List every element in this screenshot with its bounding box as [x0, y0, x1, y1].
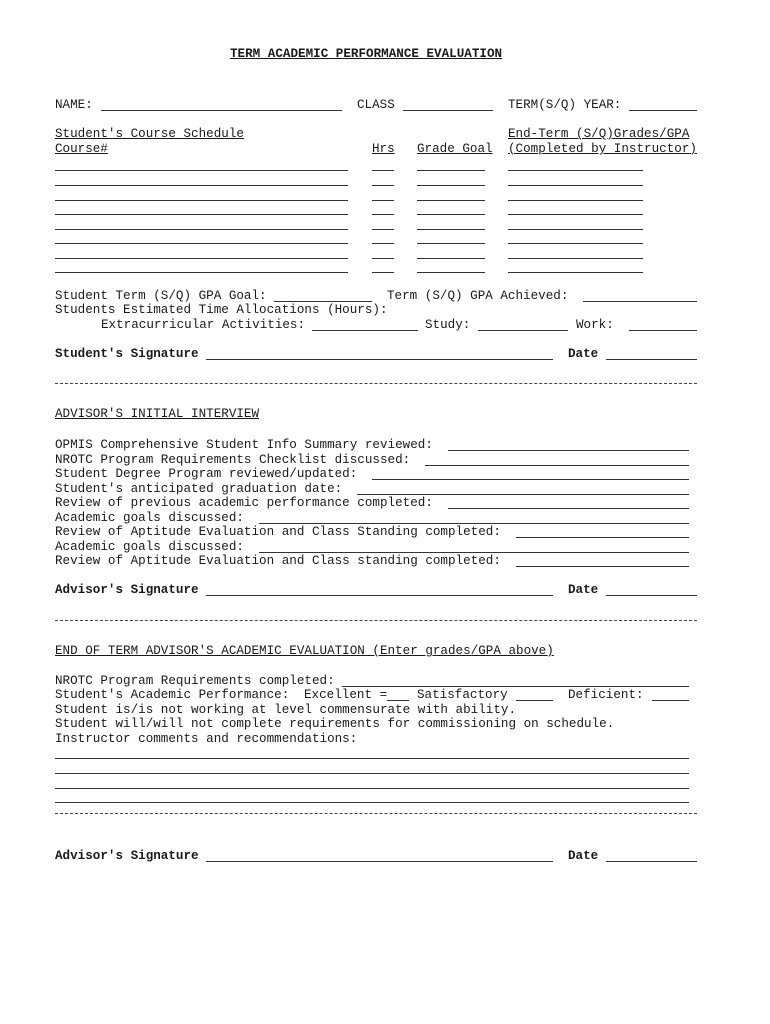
deficient-field[interactable]: [652, 700, 689, 701]
section-divider: [55, 813, 697, 814]
comments-line[interactable]: [55, 773, 689, 774]
hrs-field[interactable]: [372, 272, 394, 273]
checklist-item-field[interactable]: [448, 450, 689, 451]
hrs-field[interactable]: [372, 185, 394, 186]
end-of-term-heading: END OF TERM ADVISOR'S ACADEMIC EVALUATION (Enter grades/GPA above): [55, 644, 554, 658]
grade-goal-field[interactable]: [417, 258, 485, 259]
endterm-grade-field[interactable]: [508, 243, 643, 244]
course-field[interactable]: [55, 272, 348, 273]
extracurricular-label: Extracurricular Activities:: [101, 318, 306, 332]
student-date-label: Date: [568, 347, 599, 361]
comments-line[interactable]: [55, 788, 689, 789]
grade-goal-field[interactable]: [417, 243, 485, 244]
gpa-goal-label: Student Term (S/Q) GPA Goal:: [55, 289, 267, 303]
name-label: NAME:: [55, 98, 93, 112]
course-field[interactable]: [55, 258, 348, 259]
checklist-item-label: Review of previous academic performance completed:: [55, 496, 433, 510]
student-date-field[interactable]: [606, 359, 697, 360]
advisor-date-label: Date: [568, 849, 599, 863]
grade-goal-field[interactable]: [417, 185, 485, 186]
course-field[interactable]: [55, 170, 348, 171]
checklist-item-field[interactable]: [259, 523, 689, 524]
hrs-field[interactable]: [372, 229, 394, 230]
student-signature-label: Student's Signature: [55, 347, 199, 361]
hrs-field[interactable]: [372, 214, 394, 215]
time-allocations-label: Students Estimated Time Allocations (Hours):: [55, 303, 388, 317]
endterm-grade-field[interactable]: [508, 170, 643, 171]
course-field[interactable]: [55, 214, 348, 215]
course-field[interactable]: [55, 243, 348, 244]
checklist-item-label: Review of Aptitude Evaluation and Class Standing completed:: [55, 525, 501, 539]
hrs-field[interactable]: [372, 243, 394, 244]
endterm-grade-field[interactable]: [508, 258, 643, 259]
checklist-item-field[interactable]: [357, 494, 689, 495]
checklist-item-label: Review of Aptitude Evaluation and Class standing completed:: [55, 554, 501, 568]
checklist-item-field[interactable]: [425, 465, 689, 466]
term-year-field[interactable]: [629, 110, 697, 111]
class-field[interactable]: [403, 110, 493, 111]
complete-requirements-text: Student will/will not complete requirements for commissioning on schedule.: [55, 717, 615, 731]
grade-goal-field[interactable]: [417, 229, 485, 230]
gpa-achieved-field[interactable]: [583, 301, 697, 302]
advisor-signature-field[interactable]: [206, 595, 553, 596]
endterm-grade-field[interactable]: [508, 229, 643, 230]
checklist-item-field[interactable]: [259, 552, 689, 553]
endterm-heading-1: End-Term (S/Q)Grades/GPA: [508, 127, 690, 141]
endterm-heading-2: (Completed by Instructor): [508, 142, 697, 156]
gpa-achieved-label: Term (S/Q) GPA Achieved:: [387, 289, 569, 303]
gpa-goal-field[interactable]: [274, 301, 372, 302]
advisor-signature-label: Advisor's Signature: [55, 849, 199, 863]
endterm-grade-field[interactable]: [508, 272, 643, 273]
checklist-item-label: Academic goals discussed:: [55, 511, 244, 525]
advisor-initial-heading: ADVISOR'S INITIAL INTERVIEW: [55, 407, 260, 421]
course-field[interactable]: [55, 185, 348, 186]
grade-goal-field[interactable]: [417, 200, 485, 201]
comments-line[interactable]: [55, 802, 689, 803]
excellent-label: Excellent =: [304, 688, 388, 702]
hrs-field[interactable]: [372, 200, 394, 201]
checklist-item-field[interactable]: [516, 537, 689, 538]
checklist-item-label: OPMIS Comprehensive Student Info Summary reviewed:: [55, 438, 433, 452]
study-field[interactable]: [478, 330, 568, 331]
advisor-date-field[interactable]: [606, 861, 697, 862]
advisor-date-label: Date: [568, 583, 599, 597]
work-field[interactable]: [629, 330, 697, 331]
student-signature-field[interactable]: [206, 359, 553, 360]
class-label: CLASS: [357, 98, 395, 112]
checklist-item-field[interactable]: [372, 479, 689, 480]
endterm-grade-field[interactable]: [508, 185, 643, 186]
course-field[interactable]: [55, 200, 348, 201]
checklist-item-field[interactable]: [448, 508, 689, 509]
grade-goal-field[interactable]: [417, 214, 485, 215]
hrs-column-header: Hrs: [372, 142, 395, 156]
endterm-grade-field[interactable]: [508, 214, 643, 215]
section-divider: [55, 383, 697, 384]
nrotc-completed-field[interactable]: [342, 686, 689, 687]
grade-goal-column-header: Grade Goal: [417, 142, 493, 156]
name-field[interactable]: [101, 110, 342, 111]
checklist-item-field[interactable]: [516, 566, 689, 567]
hrs-field[interactable]: [372, 258, 394, 259]
advisor-signature-label: Advisor's Signature: [55, 583, 199, 597]
course-column-header: Course#: [55, 142, 108, 156]
study-label: Study:: [425, 318, 471, 332]
hrs-field[interactable]: [372, 170, 394, 171]
work-label: Work:: [576, 318, 614, 332]
grade-goal-field[interactable]: [417, 272, 485, 273]
comments-line[interactable]: [55, 758, 689, 759]
grade-goal-field[interactable]: [417, 170, 485, 171]
advisor-date-field[interactable]: [606, 595, 697, 596]
satisfactory-field[interactable]: [516, 700, 553, 701]
checklist-item-label: Academic goals discussed:: [55, 540, 244, 554]
working-level-text: Student is/is not working at level commensurate with ability.: [55, 703, 517, 717]
section-divider: [55, 620, 697, 621]
excellent-field[interactable]: [387, 700, 409, 701]
advisor-signature-field[interactable]: [206, 861, 553, 862]
academic-performance-label: Student's Academic Performance:: [55, 688, 290, 702]
course-schedule-heading: Student's Course Schedule: [55, 127, 244, 141]
extracurricular-field[interactable]: [312, 330, 418, 331]
checklist-item-label: Student Degree Program reviewed/updated:: [55, 467, 358, 481]
checklist-item-label: NROTC Program Requirements Checklist discussed:: [55, 453, 411, 467]
endterm-grade-field[interactable]: [508, 200, 643, 201]
course-field[interactable]: [55, 229, 348, 230]
checklist-item-label: Student's anticipated graduation date:: [55, 482, 343, 496]
nrotc-completed-label: NROTC Program Requirements completed:: [55, 674, 335, 688]
satisfactory-label: Satisfactory: [417, 688, 508, 702]
term-year-label: TERM(S/Q) YEAR:: [508, 98, 622, 112]
instructor-comments-label: Instructor comments and recommendations:: [55, 732, 358, 746]
page-title: TERM ACADEMIC PERFORMANCE EVALUATION: [230, 47, 503, 61]
deficient-label: Deficient:: [568, 688, 644, 702]
